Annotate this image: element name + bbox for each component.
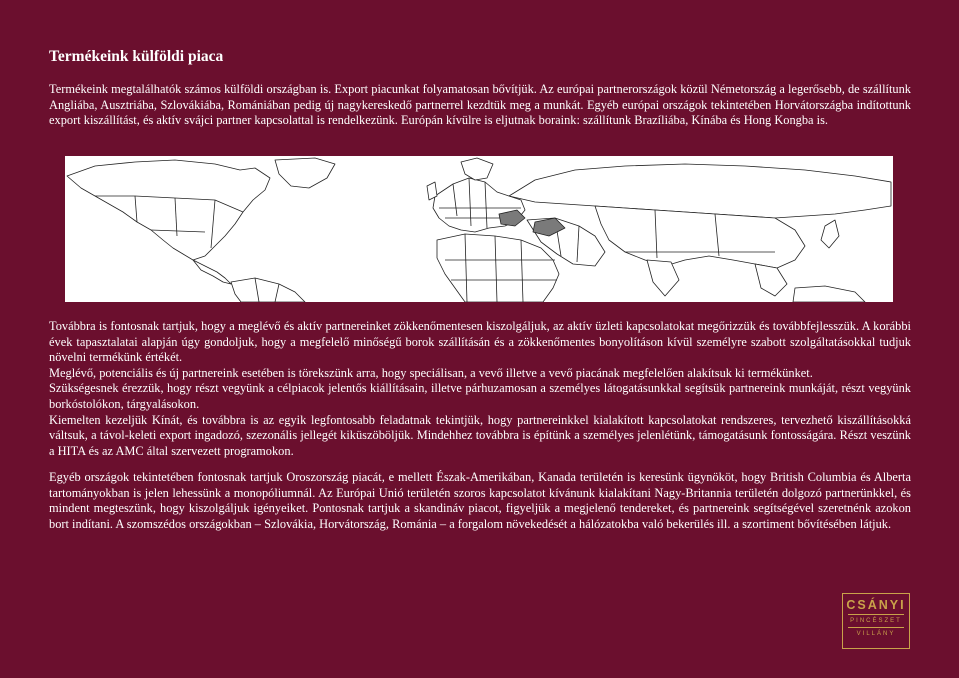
strategy-text-3: Szükségesnek érezzük, hogy részt vegyünk a célpiacok jelentős kiállításain, illetve párhuzamosan a személyes látogatásunkkal segítsük partnereink munkáját, részt vegyünk borkóstolókon, tárgyalásokon.: [49, 381, 911, 411]
strategy-text-1: Továbbra is fontosnak tartjuk, hogy a meglévő és aktív partnereinket zökkenőmentesen kiszolgáljuk, az aktív üzleti kapcsolatokat megőrizzük és továbbfejlesszük. A korábbi évek tapasztalatai alapján úgy gondoljuk, hogy a megfelelő minőségű borok szállításán és a zökkenőmentes bonyolításon kívül személyre szabott szolgáltatásokkal tudjuk növelni termékünk értékét.: [49, 319, 911, 365]
intro-text: Termékeink megtalálhatók számos külföldi országban is. Export piacunkat folyamatosan bővítjük. Az európai partnerországok közül Németország a legerősebb, de szállítunk Angliába, Ausztriába, Szlovákiába, Romániában pedig új nagykereskedő partnerrel kezdtük meg a munkát. Egyéb európai országok tekintetében Horvátországba indítottunk export kiszállítást, és aktív svájci partner kapcsolattal is rendelkezünk. Európán kívülre is eljutnak boraink: szállítunk Brazíliába, Kínába és Hong Kongba is.: [49, 82, 911, 128]
logo-divider-2: [848, 627, 904, 628]
csanyi-logo: [842, 593, 910, 649]
logo-line-1: PINCÉSZET: [850, 618, 902, 624]
strategy-text-4: Kiemelten kezeljük Kínát, és továbbra is az egyik legfontosabb feladatnak tekintjük, hogy partnereinkkel kialakított kapcsolatokat rendszeres, tervezhető kiszállításokká váltsuk, a távol-keleti export ingadozó, szezonális jellegét kiküszöböljük. Mindehhez továbbra is építünk a személyes jelenlétünk, támogatásunk fontosságára. Részt veszünk a HITA és az AMC által szervezett programokon.: [49, 412, 911, 458]
intro-paragraph: [49, 82, 911, 129]
strategy-text-2: Meglévő, potenciális és új partnereink esetében is törekszünk arra, hogy speciálisan, a vevő illetve a vevő piacának megfelelően alakítsuk ki termékünket.: [49, 365, 813, 380]
other-markets-paragraph: [49, 470, 911, 532]
logo-line-2: VILLÁNY: [856, 631, 896, 637]
strategy-paragraphs: [49, 319, 911, 459]
page-title: Termékeink külföldi piaca: [49, 48, 224, 65]
logo-divider: [848, 614, 904, 615]
world-map: [65, 156, 893, 302]
other-markets-text: Egyéb országok tekintetében fontosnak tartjuk Oroszország piacát, e mellett Észak-Amerikában, Kanada területén is keresünk ügynököt, hogy British Columbia és Alberta tartományokban is jelen lehessünk a monopóliumnál. Az Európai Unió területén szoros kapcsolatot kívánunk kialakítani Nagy-Britannia területén dolgozó partnerünkkel, és mindent megteszünk, hogy kiszolgáljuk igényeiket. Pontosnak tartjuk a skandináv piacot, figyeljük a megjelenő tendereket, és partnereink segítségével szeretnénk azokon bort indítani. A szomszédos országokban – Szlovákia, Horvátország, Románia – a forgalom növekedését a hálózatokba való bekerülés ill. a szortiment bővítésében látjuk.: [49, 470, 911, 531]
world-map-graphic: [65, 156, 893, 302]
logo-brand: CSÁNYI: [846, 598, 906, 612]
